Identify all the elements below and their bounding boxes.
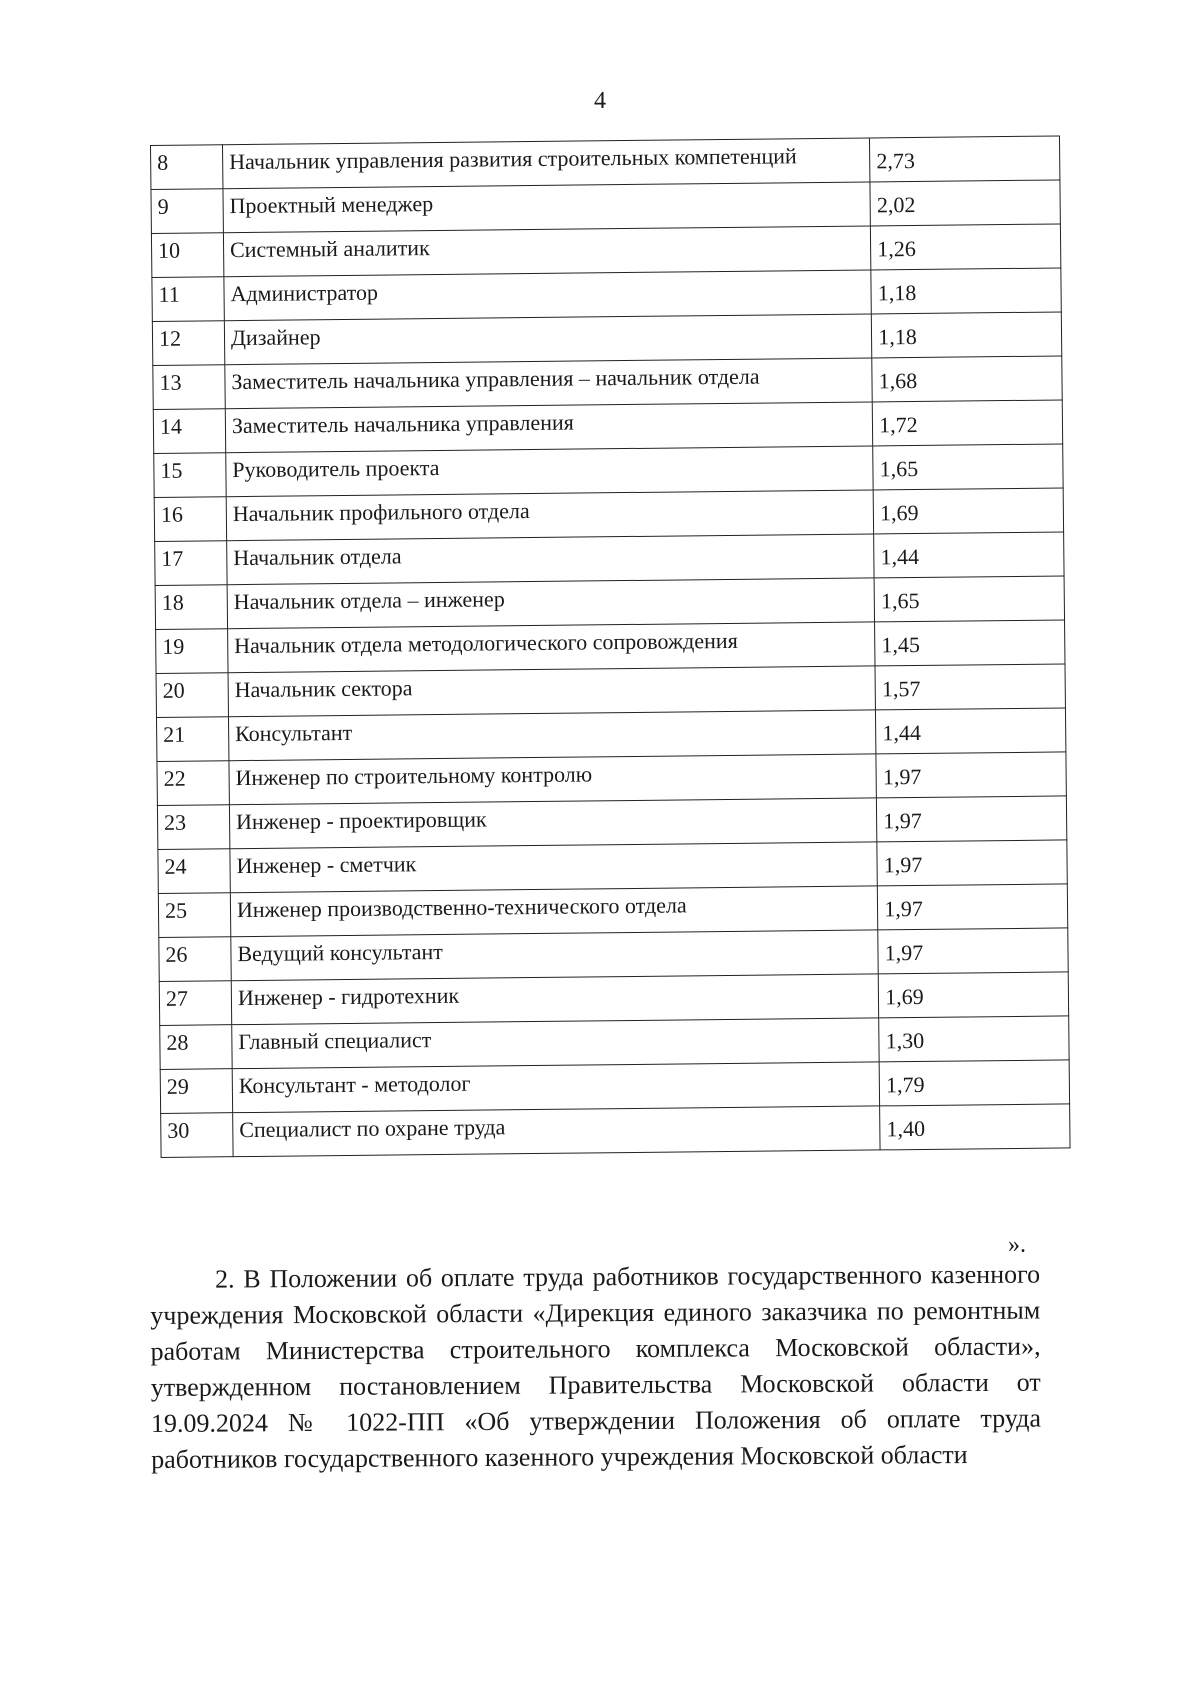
- row-number-cell: 13: [153, 365, 225, 410]
- position-name-cell: Специалист по охране труда: [233, 1106, 881, 1157]
- position-name-cell: Начальник управления развития строительных компетенций: [222, 138, 870, 189]
- coefficient-table: [150, 135, 1071, 1157]
- coefficient-cell: 1,44: [874, 532, 1064, 578]
- coefficient-cell: 1,40: [880, 1104, 1070, 1150]
- position-name-cell: Инженер производственно-технического отдела: [230, 886, 878, 937]
- body-paragraph: 2. В Положении об оплате труда работников государственного казенного учреждения Московской области «Дирекция единого заказчика по ремонтным работам Министерства строительного комплекса Московской области», утвержденном постановлением Правительства Московской области от 19.09.2024 № 1022-ПП «Об утверждении Положения об оплате труда работников государственного казенного учреждения Московской области: [150, 1259, 1042, 1474]
- coefficient-cell: 1,68: [872, 356, 1062, 402]
- coefficient-cell: 1,65: [874, 576, 1064, 622]
- row-number-cell: 18: [155, 585, 227, 630]
- coefficient-cell: 1,69: [873, 488, 1063, 534]
- position-name-cell: Консультант - методолог: [232, 1062, 880, 1113]
- table-row: [161, 1104, 1070, 1158]
- position-name-cell: Инженер - проектировщик: [229, 798, 877, 849]
- row-number-cell: 16: [154, 497, 226, 542]
- coefficient-cell: 1,57: [875, 664, 1065, 710]
- closing-quote: ».: [1008, 1232, 1026, 1258]
- coefficient-cell: 1,44: [876, 708, 1066, 754]
- row-number-cell: 27: [159, 981, 231, 1026]
- position-name-cell: Проектный менеджер: [223, 182, 871, 233]
- position-name-cell: Заместитель начальника управления: [225, 402, 873, 453]
- position-name-cell: Дизайнер: [224, 314, 872, 365]
- row-number-cell: 22: [157, 761, 229, 806]
- row-number-cell: 10: [151, 233, 223, 278]
- position-name-cell: Инженер - гидротехник: [231, 974, 879, 1025]
- position-name-cell: Главный специалист: [232, 1018, 880, 1069]
- row-number-cell: 12: [152, 321, 224, 366]
- position-name-cell: Администратор: [224, 270, 872, 321]
- row-number-cell: 29: [160, 1069, 232, 1114]
- position-name-cell: Инженер по строительному контролю: [229, 754, 877, 805]
- row-number-cell: 8: [151, 145, 223, 190]
- position-name-cell: Начальник профильного отдела: [226, 490, 874, 541]
- page-number: 4: [594, 88, 606, 114]
- coefficient-cell: 1,97: [878, 928, 1068, 974]
- position-name-cell: Заместитель начальника управления – начальник отдела: [225, 358, 873, 409]
- coefficient-cell: 1,26: [871, 224, 1061, 270]
- row-number-cell: 17: [155, 541, 227, 586]
- row-number-cell: 23: [157, 805, 229, 850]
- position-name-cell: Системный аналитик: [223, 226, 871, 277]
- position-name-cell: Инженер - сметчик: [230, 842, 878, 893]
- row-number-cell: 20: [156, 673, 228, 718]
- coefficient-cell: 1,72: [872, 400, 1062, 446]
- coefficient-cell: 1,97: [878, 884, 1068, 930]
- position-name-cell: Руководитель проекта: [226, 446, 874, 497]
- coefficient-cell: 1,18: [872, 312, 1062, 358]
- row-number-cell: 30: [161, 1113, 233, 1158]
- coefficient-cell: 2,02: [870, 180, 1060, 226]
- coefficient-cell: 1,97: [876, 752, 1066, 798]
- row-number-cell: 28: [160, 1025, 232, 1070]
- row-number-cell: 9: [151, 189, 223, 234]
- position-name-cell: Начальник отдела методологического сопровождения: [228, 622, 876, 673]
- coefficient-cell: 1,65: [873, 444, 1063, 490]
- row-number-cell: 24: [158, 849, 230, 894]
- row-number-cell: 19: [156, 629, 228, 674]
- row-number-cell: 15: [154, 453, 226, 498]
- coefficient-cell: 1,30: [879, 1016, 1069, 1062]
- position-name-cell: Начальник отдела – инженер: [227, 578, 875, 629]
- row-number-cell: 11: [152, 277, 224, 322]
- coefficient-cell: 1,79: [879, 1060, 1069, 1106]
- position-name-cell: Начальник сектора: [228, 666, 876, 717]
- coefficient-cell: 1,97: [877, 840, 1067, 886]
- position-name-cell: Консультант: [228, 710, 876, 761]
- row-number-cell: 26: [159, 937, 231, 982]
- row-number-cell: 21: [156, 717, 228, 762]
- coefficient-cell: 1,18: [871, 268, 1061, 314]
- coefficient-cell: 1,69: [878, 972, 1068, 1018]
- coefficient-cell: 2,73: [870, 136, 1060, 182]
- row-number-cell: 25: [158, 893, 230, 938]
- row-number-cell: 14: [153, 409, 225, 454]
- coefficient-cell: 1,97: [877, 796, 1067, 842]
- position-name-cell: Начальник отдела: [227, 534, 875, 585]
- coefficient-cell: 1,45: [875, 620, 1065, 666]
- table-body: [151, 136, 1071, 1157]
- position-name-cell: Ведущий консультант: [231, 930, 879, 981]
